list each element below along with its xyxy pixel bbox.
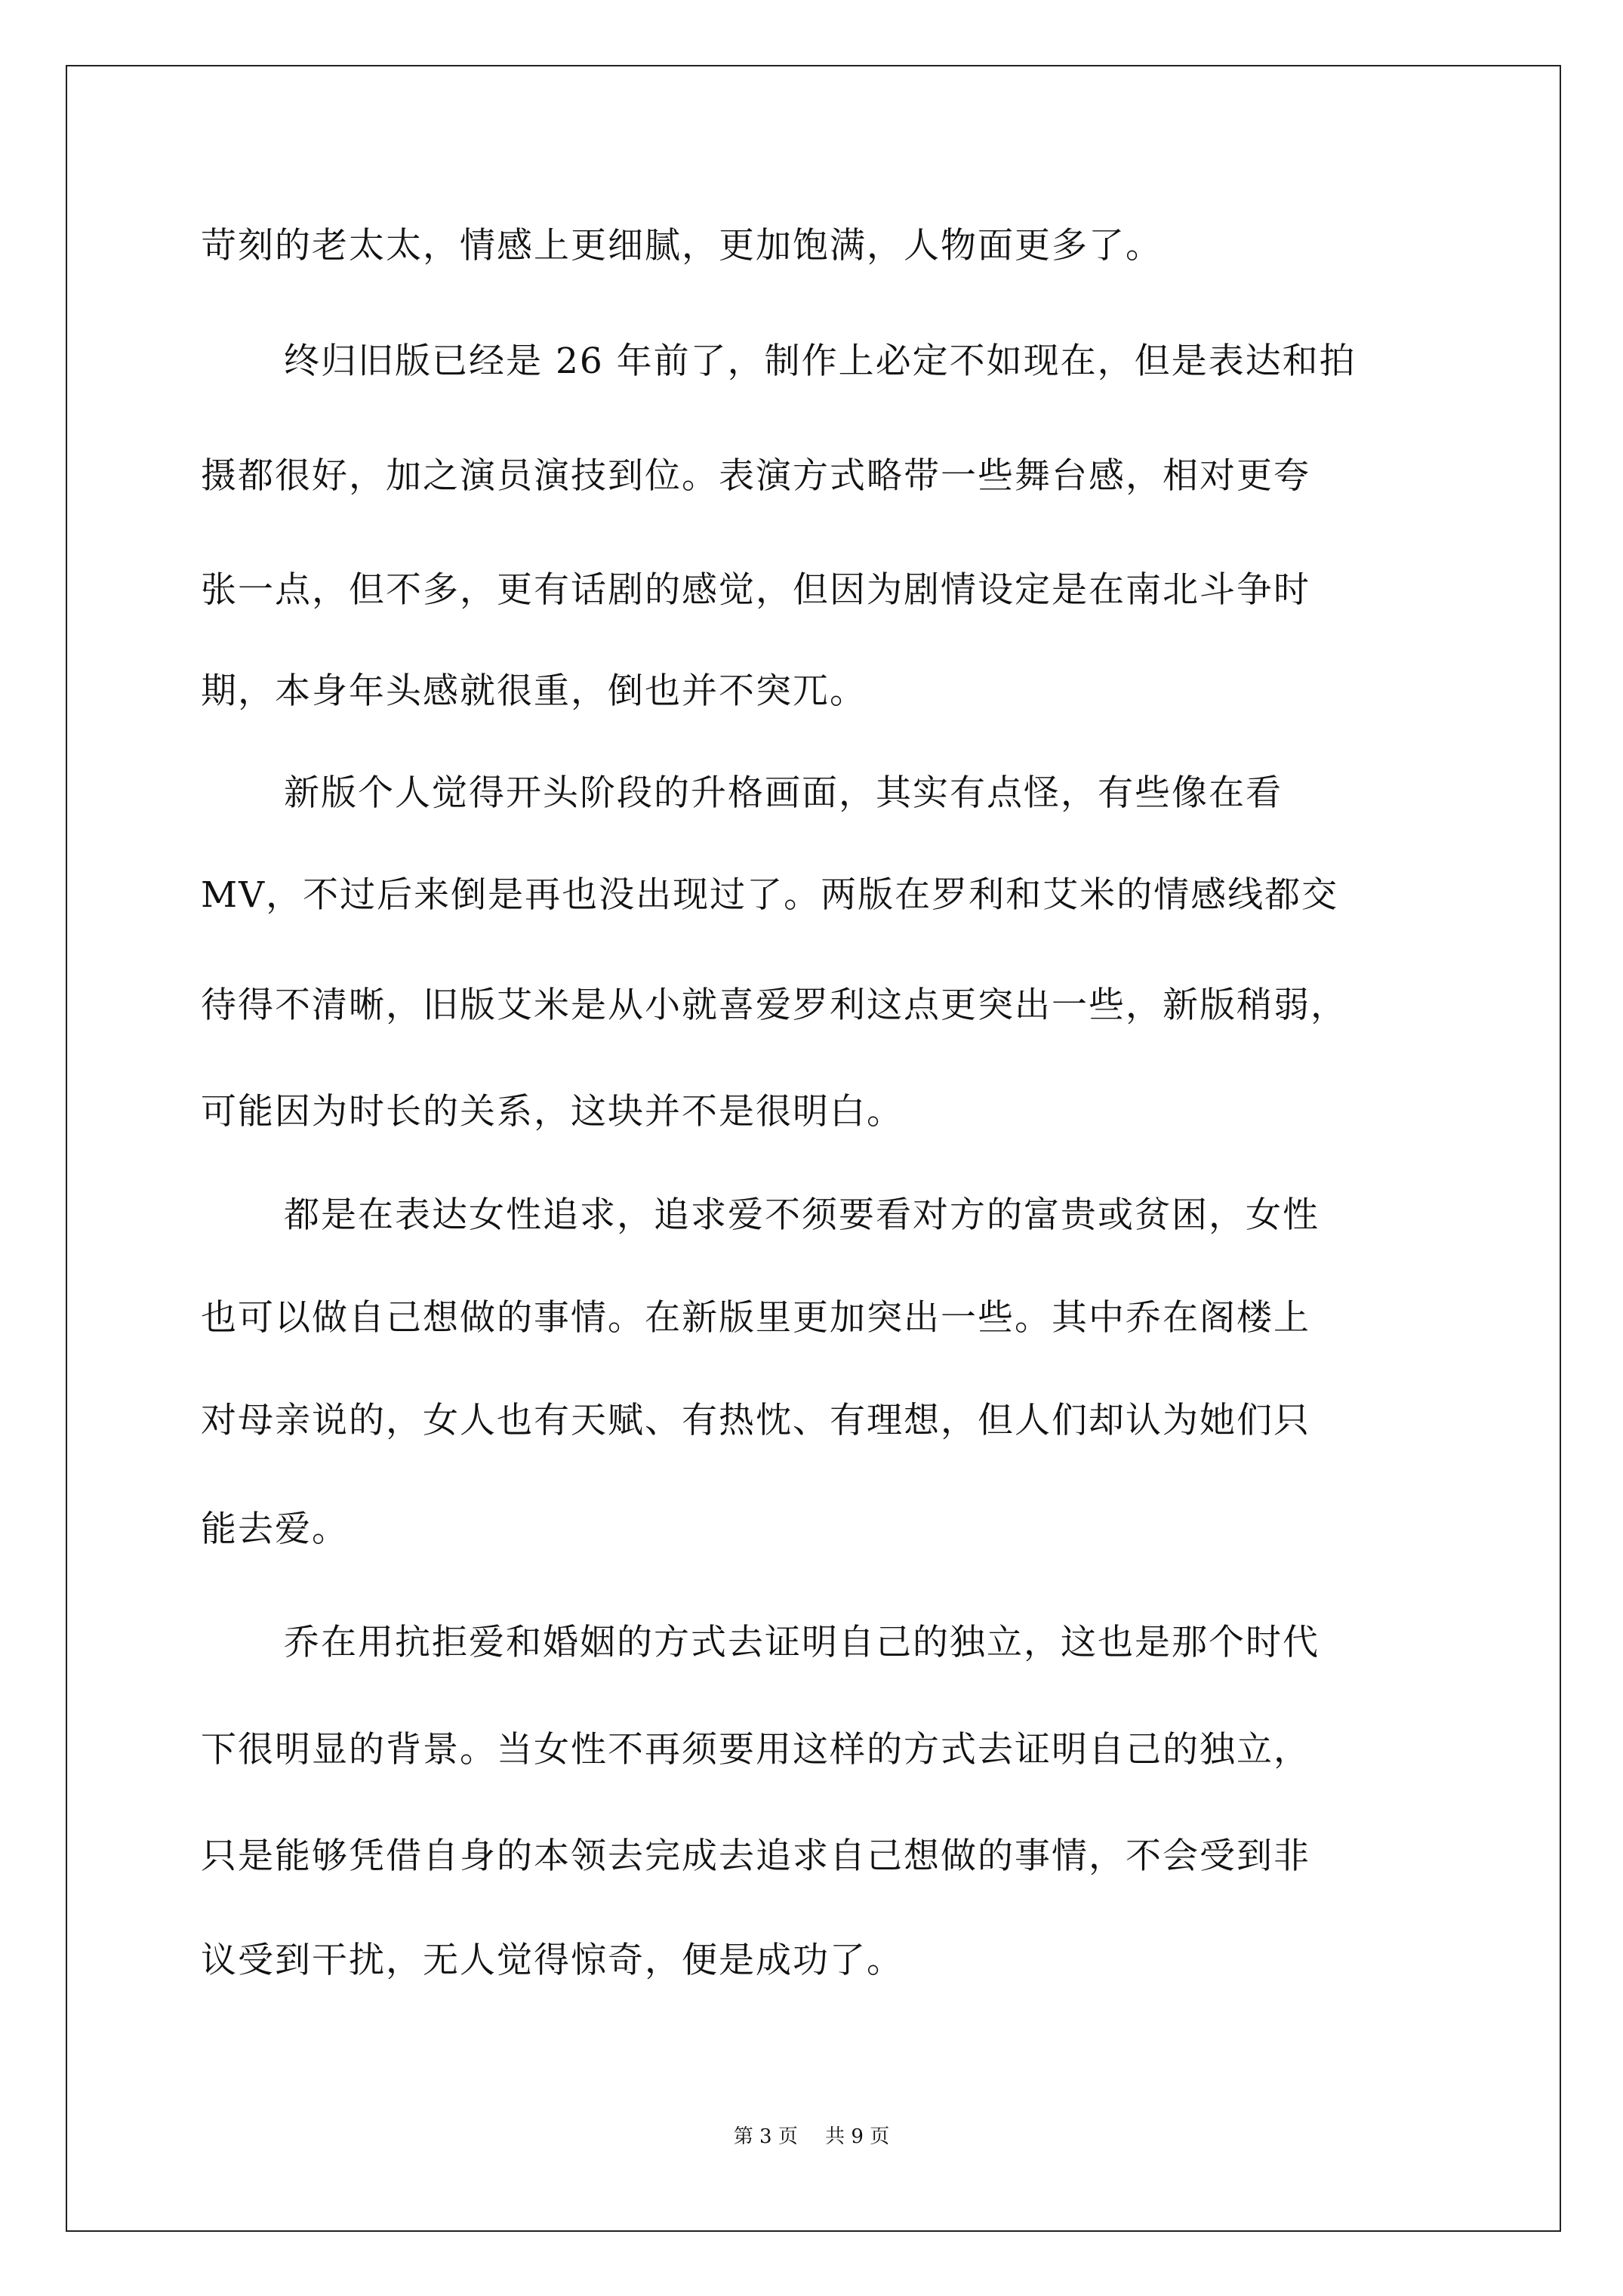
paragraph-first-line: 都是在表达女性追求，追求爱不须要看对方的富贵或贫困，女性 [284,1194,1320,1236]
text-line: 张一点，但不多，更有话剧的感觉，但因为剧情设定是在南北斗争时 [201,569,1310,611]
text-line: 议受到干扰，无人觉得惊奇，便是成功了。 [201,1940,904,1981]
paragraph-first-line: 新版个人觉得开头阶段的升格画面，其实有点怪，有些像在看 [284,772,1283,814]
page-number: 第 3 页 [733,2125,798,2148]
text-line: 期，本身年头感就很重，倒也并不突兀。 [201,670,867,712]
paragraph-first-line: 终归旧版已经是 26 年前了，制作上必定不如现在，但是表达和拍 [284,341,1357,382]
text-line: 待得不清晰，旧版艾米是从小就喜爱罗利这点更突出一些，新版稍弱， [201,985,1347,1026]
paragraph-first-line: 乔在用抗拒爱和婚姻的方式去证明自己的独立，这也是那个时代 [284,1622,1320,1663]
text-line: 下很明显的背景。当女性不再须要用这样的方式去证明自己的独立， [201,1729,1310,1771]
page-total: 共 9 页 [825,2125,890,2148]
text-line: 对母亲说的，女人也有天赋、有热忱、有理想，但人们却认为她们只 [201,1400,1310,1441]
text-line: 能去爱。 [201,1509,349,1550]
text-line: 也可以做自己想做的事情。在新版里更加突出一些。其中乔在阁楼上 [201,1297,1310,1339]
page-footer [0,2123,1623,2150]
text-line: MV，不过后来倒是再也没出现过了。两版在罗利和艾米的情感线都交 [201,874,1339,916]
text-line: 只是能够凭借自身的本领去完成去追求自己想做的事情，不会受到非 [201,1835,1310,1877]
text-line: 摄都很好，加之演员演技到位。表演方式略带一些舞台感，相对更夸 [201,455,1310,497]
text-line: 苛刻的老太太，情感上更细腻，更加饱满，人物面更多了。 [201,225,1163,267]
page-border [66,65,1561,2232]
text-line: 可能因为时长的关系，这块并不是很明白。 [201,1091,904,1133]
